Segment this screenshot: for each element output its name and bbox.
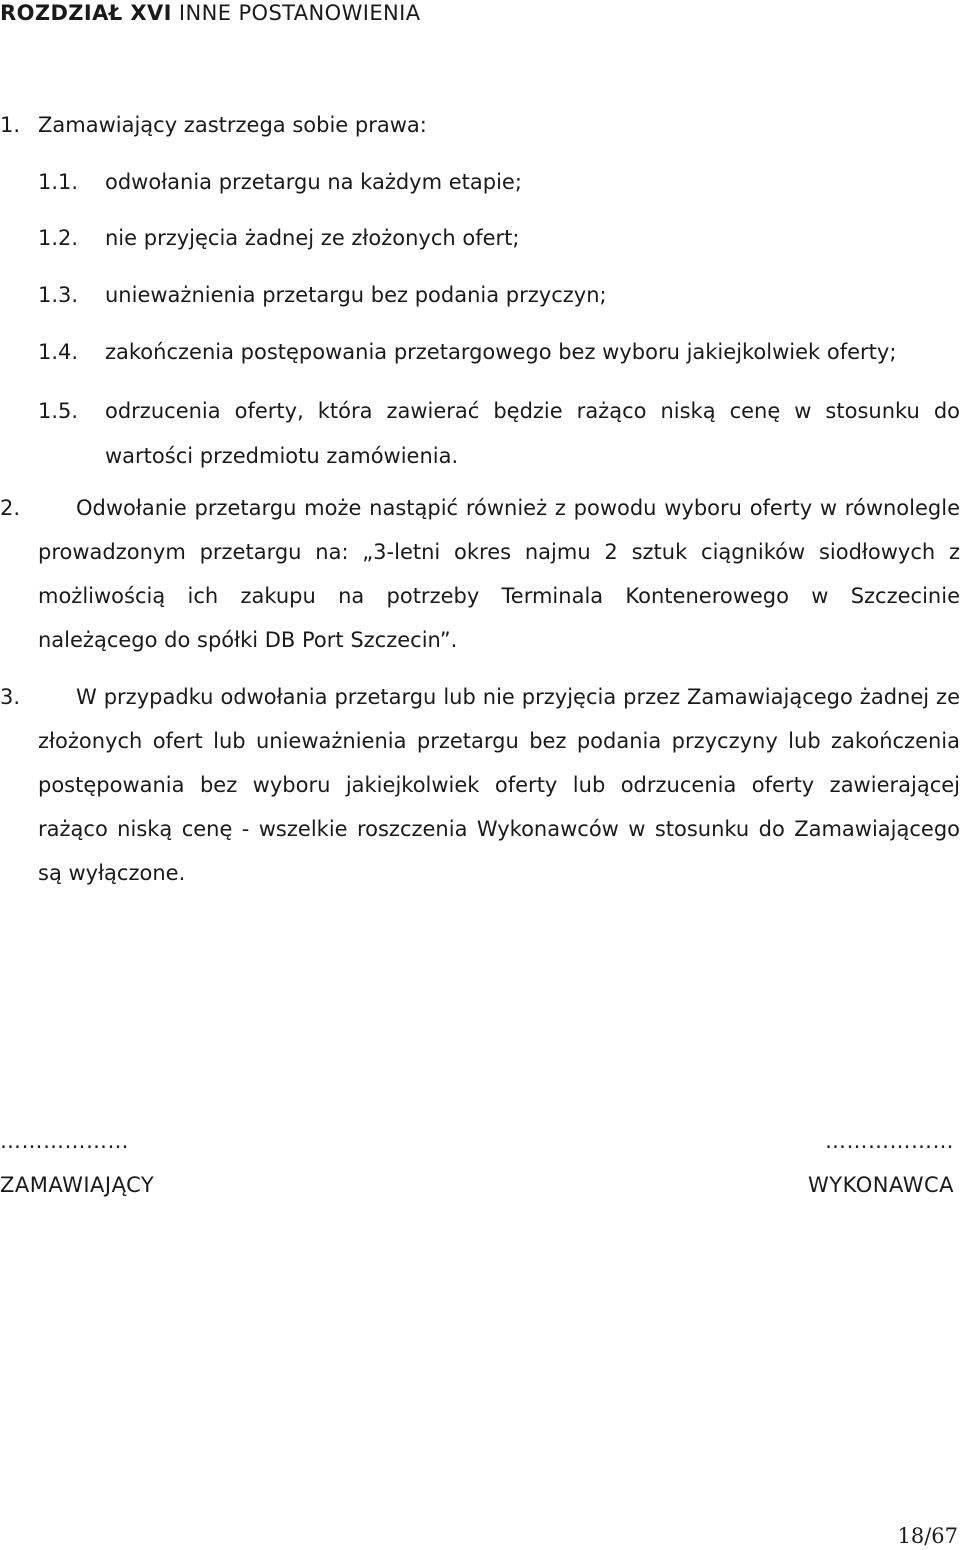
list-item-text: odrzucenia oferty, która zawierać będzie rażąco niską cenę w stosunku do wartości przedmiotu zamówienia. [105,399,960,468]
section-1-text: Zamawiający zastrzega sobie prawa: [38,113,427,137]
list-item-number: 1.5. [38,399,79,423]
chapter-heading [0,0,420,26]
list-item-number: 1.3. [38,283,79,307]
section-3-paragraph [0,675,960,895]
list-item-text: zakończenia postępowania przetargowego bez wyboru jakiejkolwiek oferty; [105,340,897,364]
chapter-number: ROZDZIAŁ XVI [0,1,172,25]
section-1-number: 1. [0,113,21,137]
signature-line-right: ……………… [825,1129,954,1153]
list-item-number: 1.4. [38,340,79,364]
section-2-paragraph [0,486,960,662]
signature-label-right: WYKONAWCA [808,1173,954,1197]
list-item-number: 1.2. [38,226,79,250]
section-3-text: W przypadku odwołania przetargu lub nie przyjęcia przez Zamawiającego żadnej ze złożonych ofert lub unieważnienia przetargu bez podania przyczyny lub zakończenia postępowania bez wyboru jakiejkolwiek oferty lub odrzucenia oferty zawierającej rażąco niską cenę - wszelkie roszczenia Wykonawców w stosunku do Zamawiającego są wyłączone. [38,685,960,885]
list-item-text: odwołania przetargu na każdym etapie; [105,170,522,194]
chapter-title: INNE POSTANOWIENIA [178,1,421,25]
list-item-number: 1.1. [38,170,79,194]
section-2-text: Odwołanie przetargu może nastąpić również z powodu wyboru oferty w równolegle prowadzonym przetargu na: „3-letni okres najmu 2 sztuk ciągników siodłowych z możliwością ich zakupu na potrzeby Terminala Kontenerowego w Szczecinie należącego do spółki DB Port Szczecin”. [38,496,960,652]
signature-label-left: ZAMAWIAJĄCY [0,1173,155,1197]
section-3-number: 3. [0,685,21,709]
list-item-text: unieważnienia przetargu bez podania przyczyn; [105,283,607,307]
list-item-text: nie przyjęcia żadnej ze złożonych ofert; [105,226,520,250]
page-number: 18/67 [897,1524,958,1548]
signature-line-left: ……………… [0,1129,129,1153]
section-2-number: 2. [0,496,21,520]
